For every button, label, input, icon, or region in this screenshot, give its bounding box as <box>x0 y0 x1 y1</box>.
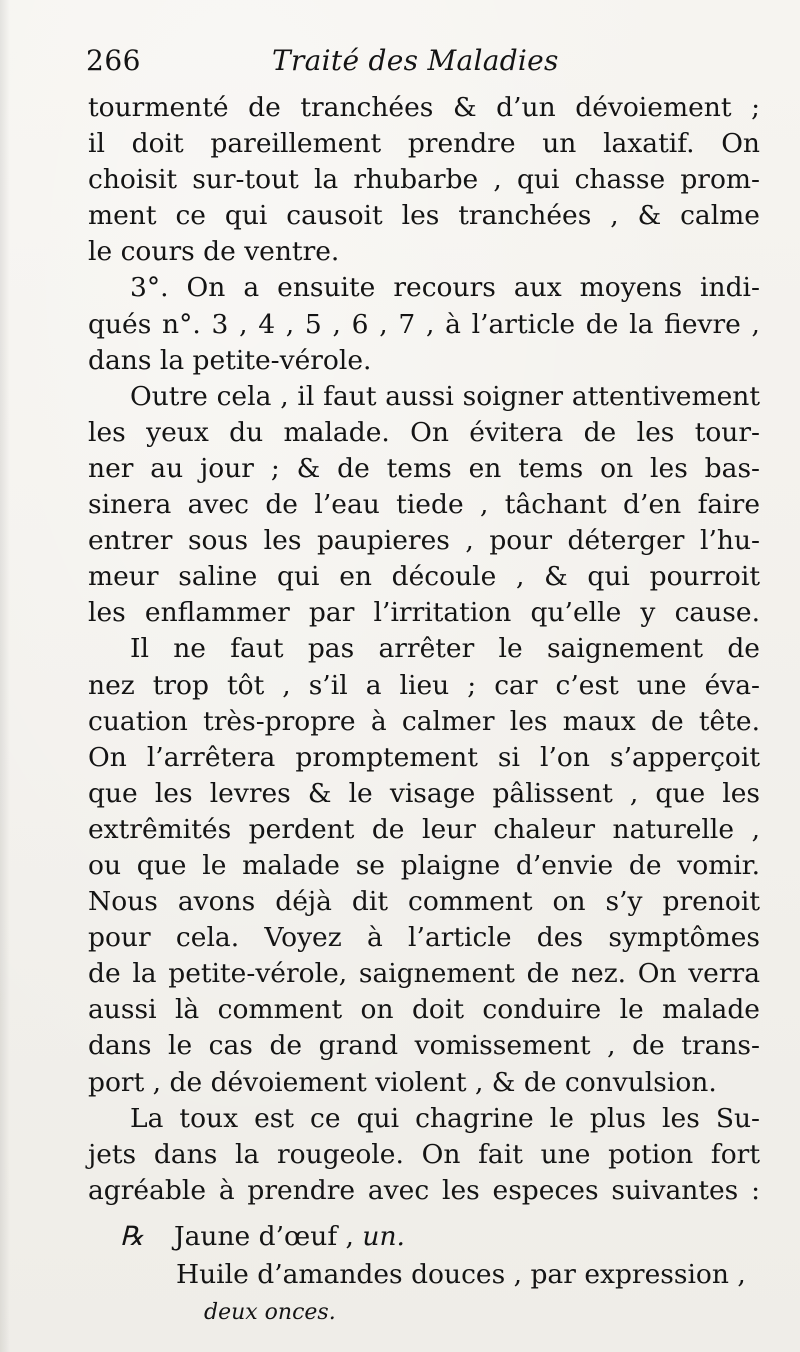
text-line: agréable à prendre avec les especes suivantes : <box>88 1174 760 1206</box>
text-line: ment ce qui causoit les tranchées , & calme <box>88 200 760 232</box>
text-line: extrêmités perdent de leur chaleur naturelle , <box>88 813 760 845</box>
text-line: entrer sous les paupieres , pour déterger l’hu- <box>88 525 760 557</box>
text-line: il doit pareillement prendre un laxatif. On <box>88 128 760 160</box>
page-edge-shadow <box>0 0 10 1352</box>
recipe-quantity: un. <box>362 1221 405 1252</box>
recipe-symbol-icon: ℞ <box>120 1221 144 1252</box>
recipe-item <box>120 1218 770 1256</box>
text-line: meur saline qui en découle , & qui pourroit <box>88 561 760 593</box>
paragraph <box>88 631 760 1100</box>
text-line: Nous avons déjà dit comment on s’y prenoit <box>88 886 760 918</box>
paragraph <box>88 1101 760 1209</box>
text-line: Outre cela , il faut aussi soigner attentivement <box>130 380 760 412</box>
paragraph <box>88 90 760 270</box>
text-line: sinera avec de l’eau tiede , tâchant d’en faire <box>88 489 760 521</box>
text-line: les enflammer par l’irritation qu’elle y cause. <box>88 597 760 629</box>
text-line: que les levres & le visage pâlissent , que les <box>88 777 760 809</box>
text-line: de la petite-vérole, saignement de nez. On verra <box>88 958 760 990</box>
recipe <box>120 1218 770 1332</box>
page-number: 266 <box>86 44 141 77</box>
paragraph <box>88 270 760 378</box>
text-line: dans le cas de grand vomissement , de trans- <box>88 1030 760 1062</box>
text-line: 3°. On a ensuite recours aux moyens indi- <box>130 272 760 304</box>
text-line: nez trop tôt , s’il a lieu ; car c’est une éva- <box>88 669 760 701</box>
body-text <box>88 90 760 1209</box>
text-line: pour cela. Voyez à l’article des symptômes <box>88 922 760 954</box>
text-line: cuation très-propre à calmer les maux de tête. <box>88 705 760 737</box>
text-line: tourmenté de tranchées & d’un dévoiement ; <box>88 92 760 123</box>
text-line: qués n°. 3 , 4 , 5 , 6 , 7 , à l’article de la fievre , <box>88 308 760 340</box>
text-line: port , de dévoiement violent , & de convulsion. <box>88 1066 717 1098</box>
text-line: aussi là comment on doit conduire le malade <box>88 994 760 1026</box>
text-line: Il ne faut pas arrêter le saignement de <box>130 633 760 665</box>
recipe-ingredient: Huile d’amandes douces , par expression , <box>176 1259 746 1290</box>
running-title: Traité des Maladies <box>272 44 559 77</box>
page-header <box>86 44 766 84</box>
text-line: choisit sur-tout la rhubarbe , qui chasse prom- <box>88 164 760 196</box>
recipe-ingredient: Jaune d’œuf , <box>174 1221 363 1252</box>
recipe-item <box>120 1256 770 1294</box>
recipe-quantity: deux onces. <box>204 1300 336 1325</box>
paragraph <box>88 379 760 632</box>
text-line: ner au jour ; & de tems en tems on les bas- <box>88 452 760 484</box>
text-line: les yeux du malade. On évitera de les tour- <box>88 416 760 448</box>
text-line: On l’arrêtera promptement si l’on s’apperçoit <box>88 741 760 773</box>
text-line: dans la petite-vérole. <box>88 344 372 376</box>
text-line: La toux est ce qui chagrine le plus les Su- <box>130 1102 760 1134</box>
text-line: ou que le malade se plaigne d’envie de vomir. <box>88 849 760 881</box>
text-line: le cours de ventre. <box>88 236 340 268</box>
text-line: jets dans la rougeole. On fait une potion fort <box>88 1138 760 1170</box>
